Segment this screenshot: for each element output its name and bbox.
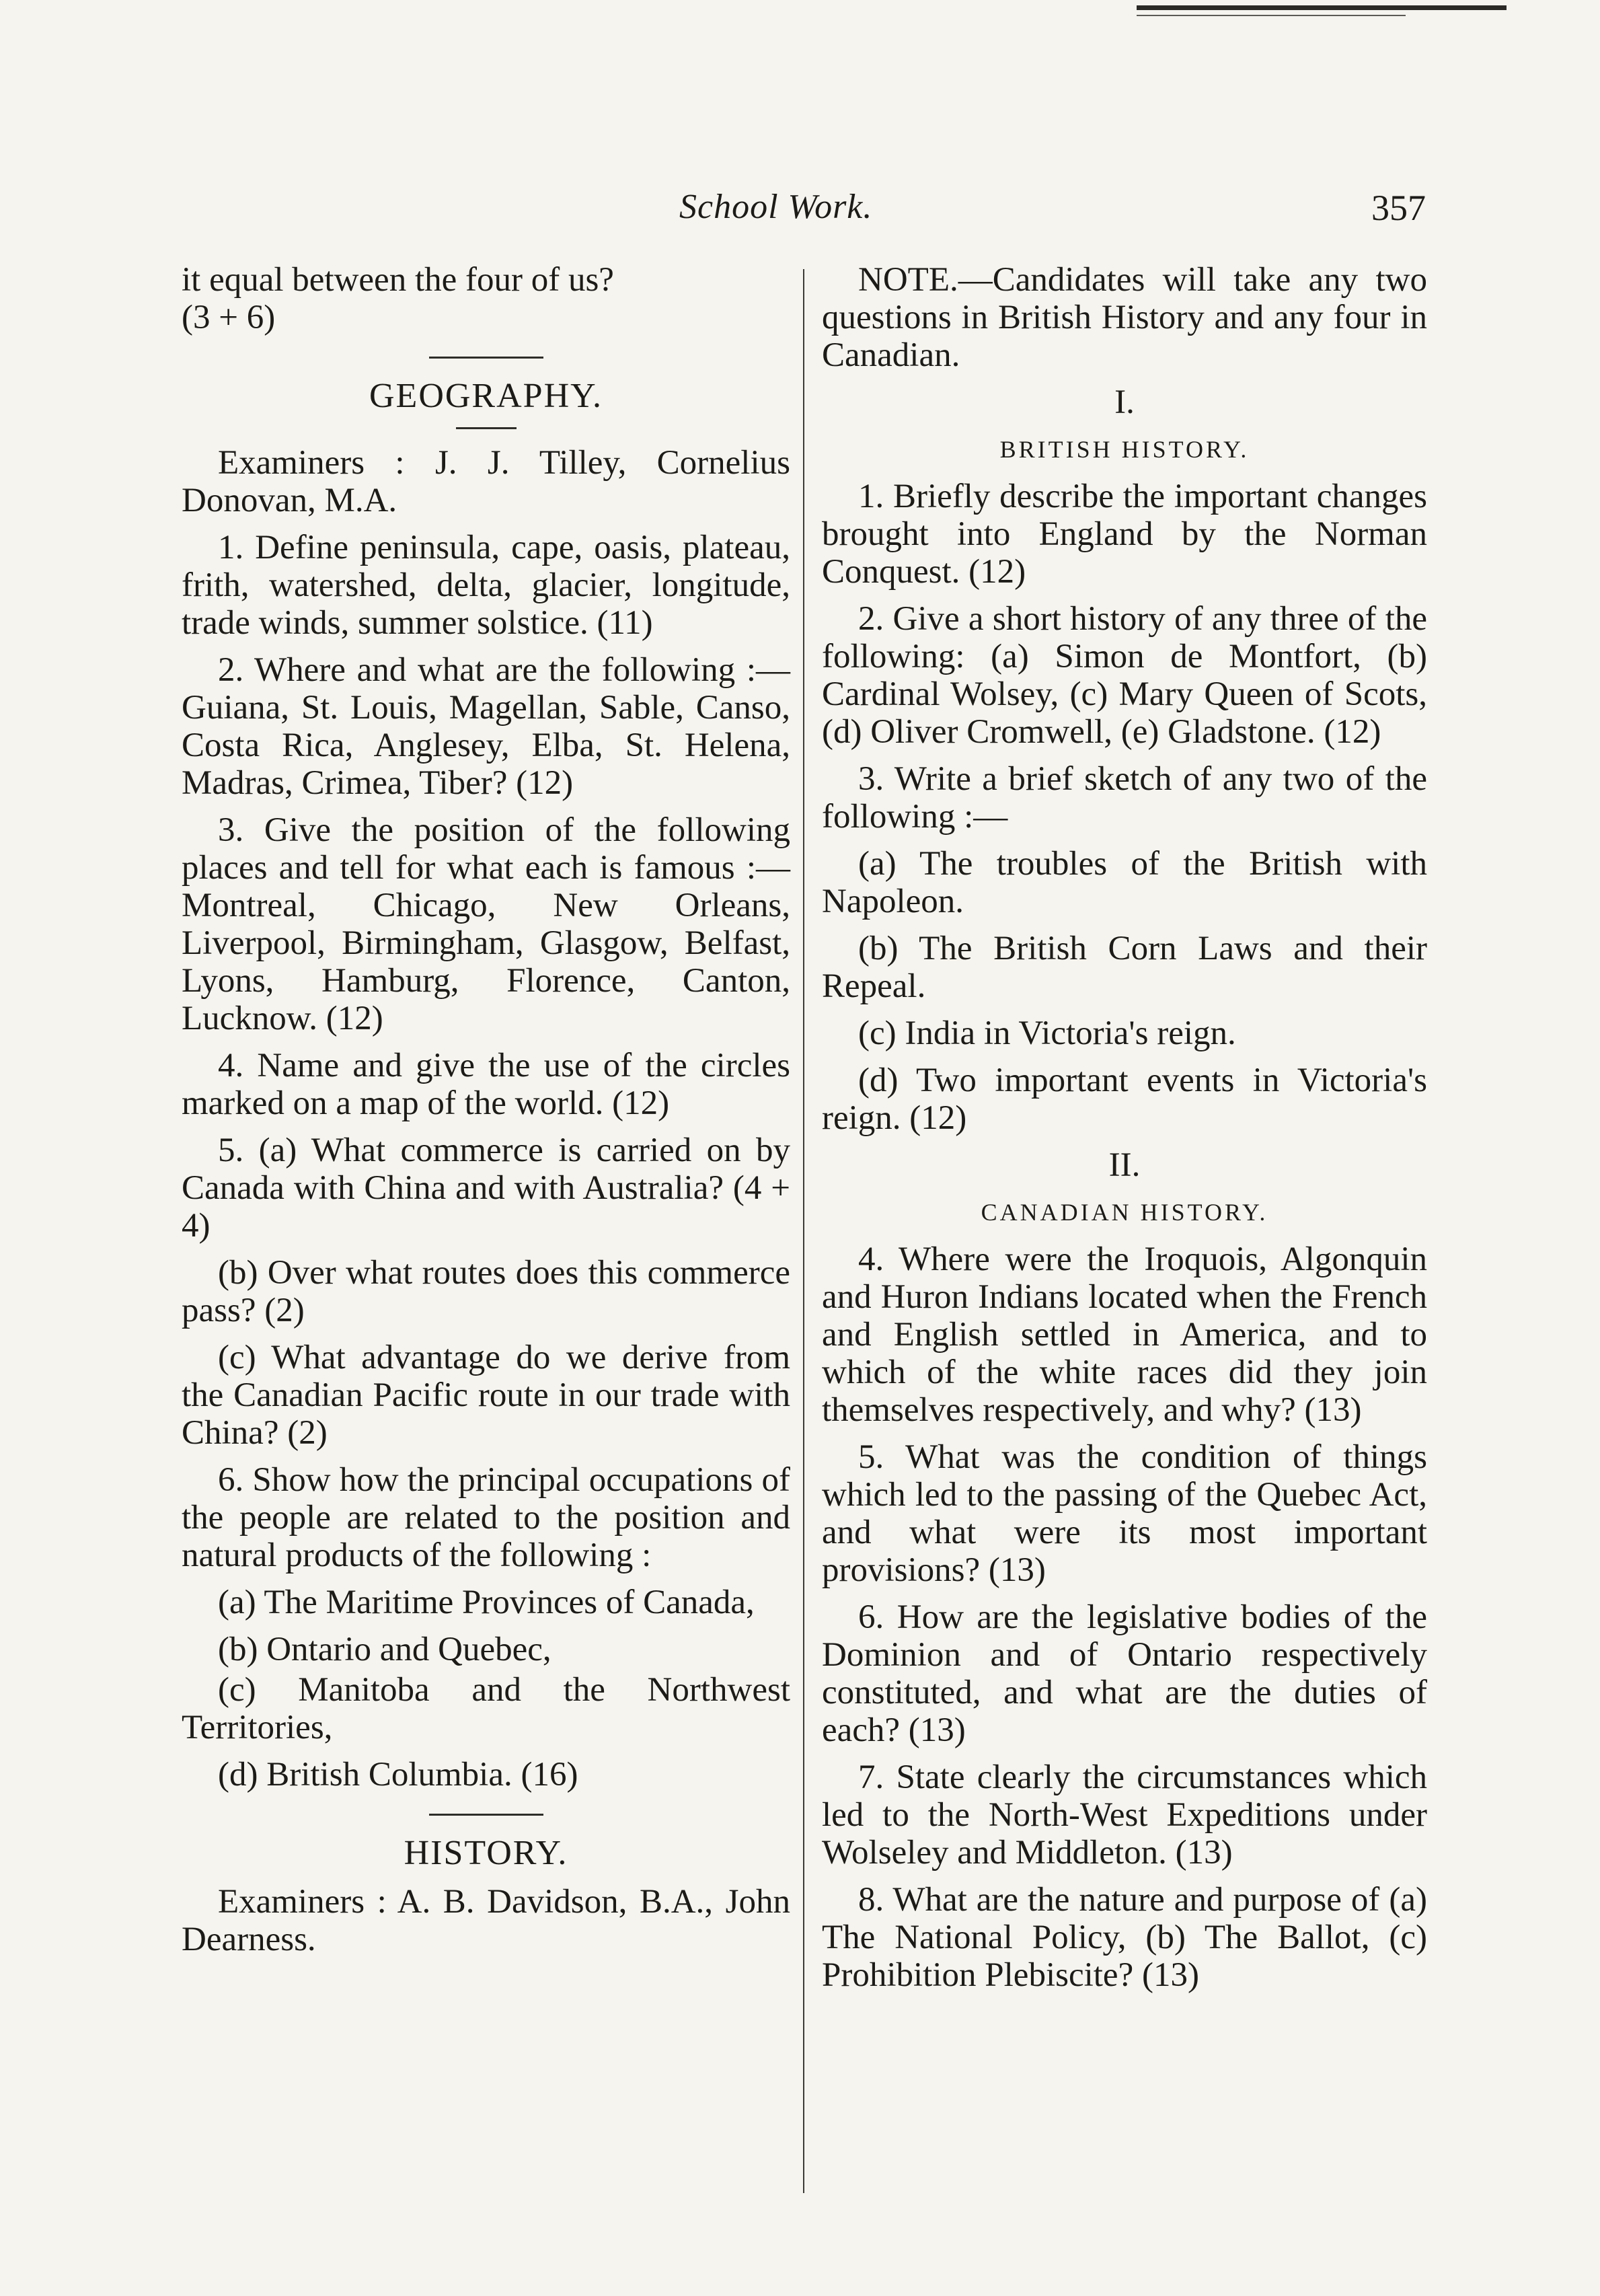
question-c4: 4. Where were the Iroquois, Algonquin and Huron Indians located when the French and English settled in America, and to which of the white races did they join themselves respectively, and why? (13) [822,1240,1427,1429]
question-g1: 1. Define peninsula, cape, oasis, plateau, frith, watershed, delta, glacier, longitude, trade winds, summer solstice. (11) [182,529,790,642]
continuation-text: it equal between the four of us? [182,261,614,299]
question-c8: 8. What are the nature and purpose of (a) The National Policy, (b) The Ballot, (c) Prohibition Plebiscite? (13) [822,1881,1427,1994]
question-g3: 3. Give the position of the following places and tell for what each is famous :—Montreal, Chicago, New Orleans, Liverpool, Birmingham, Glasgow, Belfast, Lyons, Hamburg, Florence, Canton, Lucknow. (12) [182,811,790,1037]
question-g6c: (c) Manitoba and the Northwest Territories, [182,1671,790,1746]
page-number: 357 [1371,188,1426,228]
section-rule [429,357,543,359]
question-b3c: (c) India in Victoria's reign. [858,1014,1236,1052]
question-b3d: (d) Two important events in Victoria's reign. (12) [822,1062,1427,1137]
section-number-1: I. [1114,383,1135,421]
question-b1: 1. Briefly describe the important changes brought into England by the Norman Conquest. (12) [822,478,1427,591]
question-g6a: (a) The Maritime Provinces of Canada, [218,1584,755,1621]
question-c5: 5. What was the condition of things which led to the passing of the Quebec Act, and what were its most important provisions? (13) [822,1438,1427,1589]
question-g5b: (b) Over what routes does this commerce pass? (2) [182,1254,790,1329]
question-c6: 6. How are the legislative bodies of the Dominion and of Ontario respectively constituted, and what are the duties of each? (13) [822,1598,1427,1749]
continuation-marks: (3 + 6) [182,299,276,336]
history-examiners: Examiners : A. B. Davidson, B.A., John Dearness. [182,1883,790,1958]
question-g6b: (b) Ontario and Quebec, [218,1631,551,1668]
top-rule-thin [1137,15,1406,16]
question-g5a: 5. (a) What commerce is carried on by Canada with China and with Australia? (4 + 4) [182,1132,790,1245]
question-b2: 2. Give a short history of any three of the following: (a) Simon de Montfort, (b) Cardinal Wolsey, (c) Mary Queen of Scots, (d) Oliver Cromwell, (e) Gladstone. (12) [822,600,1427,751]
section-number-2: II. [1108,1146,1141,1184]
section-rule [456,427,517,429]
geography-heading: GEOGRAPHY. [369,377,603,415]
history-heading: HISTORY. [404,1834,568,1872]
question-b3b: (b) The British Corn Laws and their Repeal. [822,930,1427,1005]
column-divider [803,269,804,2193]
question-b3a: (a) The troubles of the British with Napoleon. [822,845,1427,920]
left-column [182,261,790,1968]
canadian-history-heading: CANADIAN HISTORY. [981,1199,1268,1226]
question-g6d: (d) British Columbia. (16) [218,1756,578,1793]
candidates-note: NOTE.—Candidates will take any two questions in British History and any four in Canadian. [822,261,1427,374]
question-g5c: (c) What advantage do we derive from the Canadian Pacific route in our trade with China? (2) [182,1339,790,1452]
running-title: School Work. [679,188,873,226]
section-rule [429,1814,543,1816]
question-g4: 4. Name and give the use of the circles marked on a map of the world. (12) [182,1047,790,1122]
question-b3: 3. Write a brief sketch of any two of the following :— [822,760,1427,836]
question-c7: 7. State clearly the circumstances which led to the North-West Expeditions under Wolseley and Middleton. (13) [822,1758,1427,1872]
geography-examiners: Examiners : J. J. Tilley, Cornelius Donovan, M.A. [182,444,790,519]
question-g2: 2. Where and what are the following :—Guiana, St. Louis, Magellan, Sable, Canso, Costa Rica, Anglesey, Elba, St. Helena, Madras, Crimea, Tiber? (12) [182,651,790,802]
top-rule [1137,5,1507,10]
question-g6: 6. Show how the principal occupations of the people are related to the position and natural products of the following : [182,1461,790,1574]
british-history-heading: BRITISH HISTORY. [999,436,1250,463]
page-header [182,182,1439,242]
right-column [822,261,1427,2003]
